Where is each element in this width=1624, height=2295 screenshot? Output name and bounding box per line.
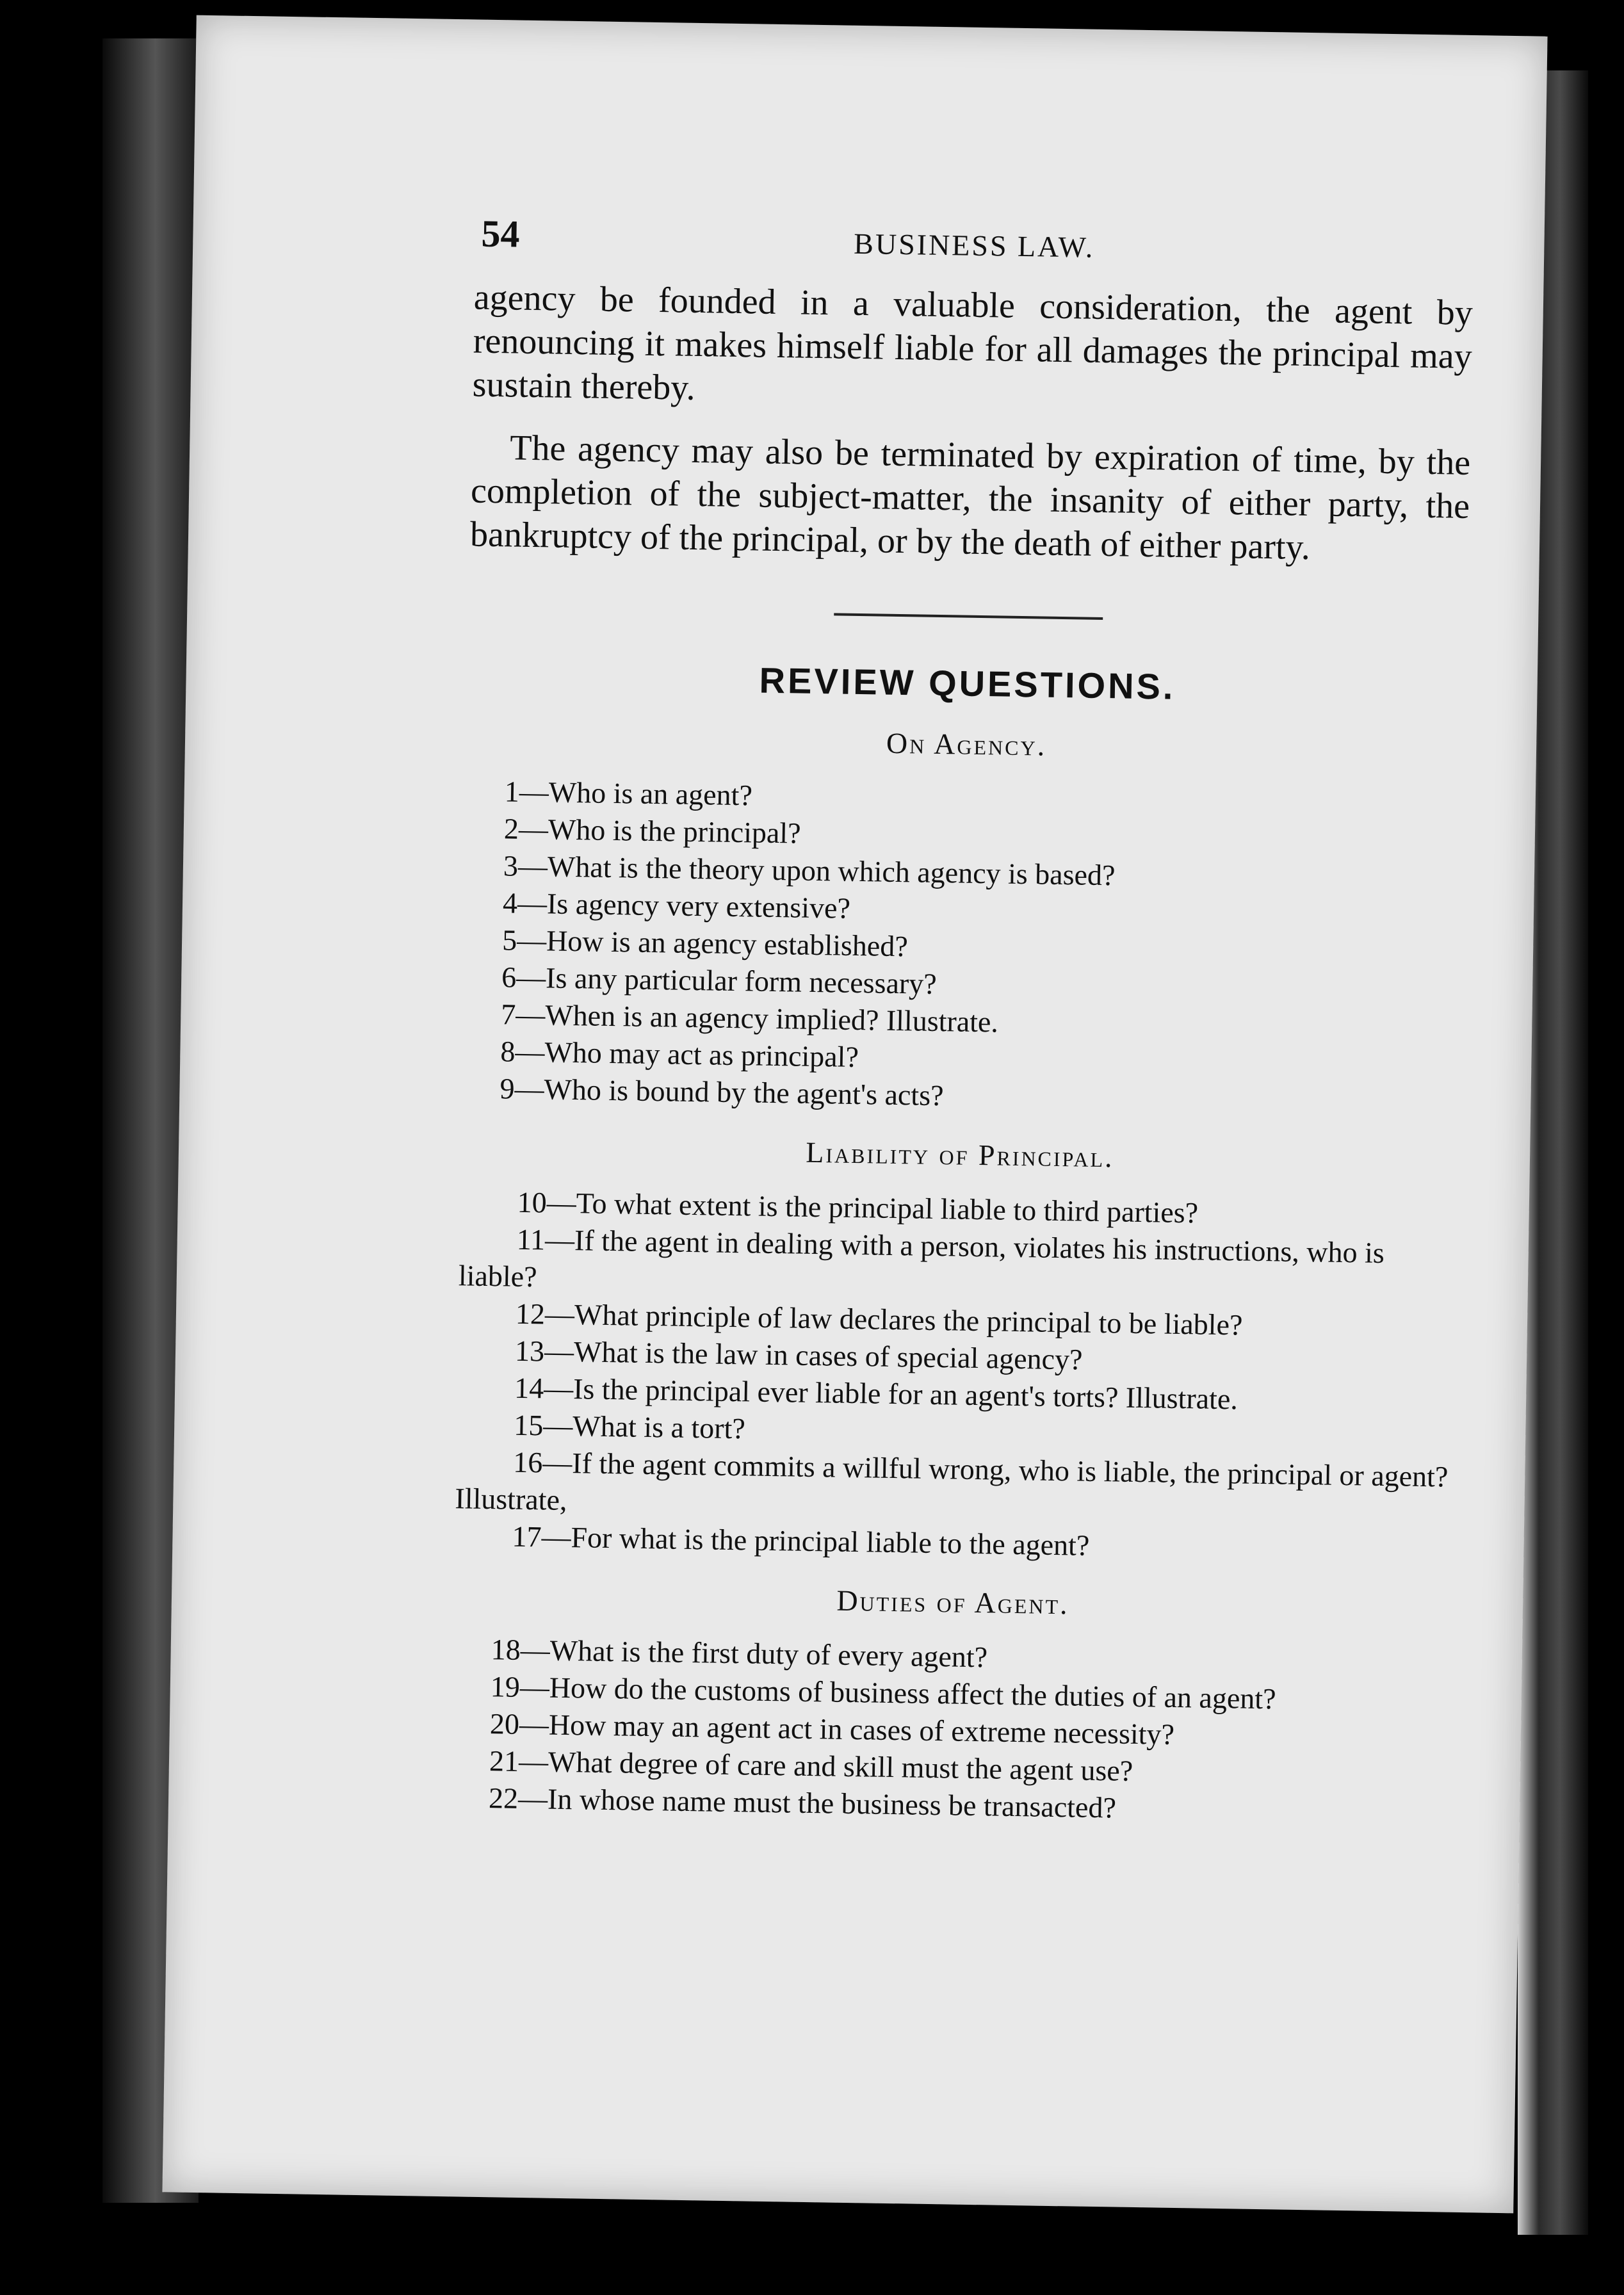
book-page (162, 15, 1547, 2214)
question-item: 5—How is an agency established? (501, 923, 909, 963)
section-divider (834, 613, 1103, 620)
subheading-liability-of-principal: Liability of Principal. (805, 1135, 1115, 1174)
question-item: 4—Is agency very extensive? (502, 886, 851, 925)
page-number: 54 (481, 212, 521, 255)
question-list-duties (450, 1630, 1452, 1831)
question-item: 10—To what extent is the principal liable to third parties? (517, 1185, 1199, 1229)
question-item: 3—What is the theory upon which agency is based? (503, 849, 1116, 892)
question-item: 22—In whose name must the business be transacted? (488, 1781, 1117, 1824)
question-item: 13—What is the law in cases of special agency? (514, 1334, 1083, 1376)
review-questions-title: REVIEW QUESTIONS. (759, 660, 1176, 707)
question-item: 16—If the agent commits a willful wrong, who is liable, the principal or agent? Illustrate, (455, 1445, 1449, 1517)
question-item: 1—Who is an agent? (504, 775, 753, 812)
question-item: 19—How do the customs of business affect the duties of an agent? (490, 1670, 1276, 1715)
question-list-agency (461, 772, 1465, 1122)
paragraph-continued: agency be founded in a valuable consideration, the agent by renouncing it makes himself liable for all damages the principal may sustain thereby. (472, 277, 1474, 408)
running-title: BUSINESS LAW. (853, 227, 1095, 264)
question-item: 2—Who is the principal? (503, 812, 802, 850)
question-item: 7—When is an agency implied? Illustrate. (500, 998, 999, 1039)
question-item: 15—What is a tort? (513, 1408, 746, 1445)
question-item: 6—Is any particular form necessary? (501, 961, 938, 1000)
running-header (475, 212, 1474, 285)
subheading-duties-of-agent: Duties of Agent. (836, 1584, 1070, 1621)
question-item: 11—If the agent in dealing with a person, violates his instructions, who is liable? (458, 1222, 1385, 1293)
question-list-liability (454, 1183, 1459, 1569)
page-content (450, 212, 1474, 1832)
question-item: 8—Who may act as principal? (500, 1035, 859, 1074)
question-item: 14—Is the principal ever liable for an agent's torts? Illustrate. (514, 1371, 1238, 1416)
question-item: 9—Who is bound by the agent's acts? (499, 1072, 944, 1112)
paragraph-termination: The agency may also be terminated by expiration of time, by the completion of the subject-matter, the insanity of either party, the bankruptcy of the principal, or by the death of either party. (469, 428, 1471, 568)
subheading-on-agency: On Agency. (886, 726, 1047, 762)
question-item: 17—For what is the principal liable to the agent? (512, 1520, 1090, 1562)
question-item: 21—What degree of care and skill must the agent use? (489, 1744, 1133, 1787)
question-item: 12—What principle of law declares the principal to be liable? (515, 1297, 1243, 1342)
question-item: 20—How may an agent act in cases of extreme necessity? (489, 1707, 1175, 1751)
question-item: 18—What is the first duty of every agent? (491, 1633, 988, 1674)
